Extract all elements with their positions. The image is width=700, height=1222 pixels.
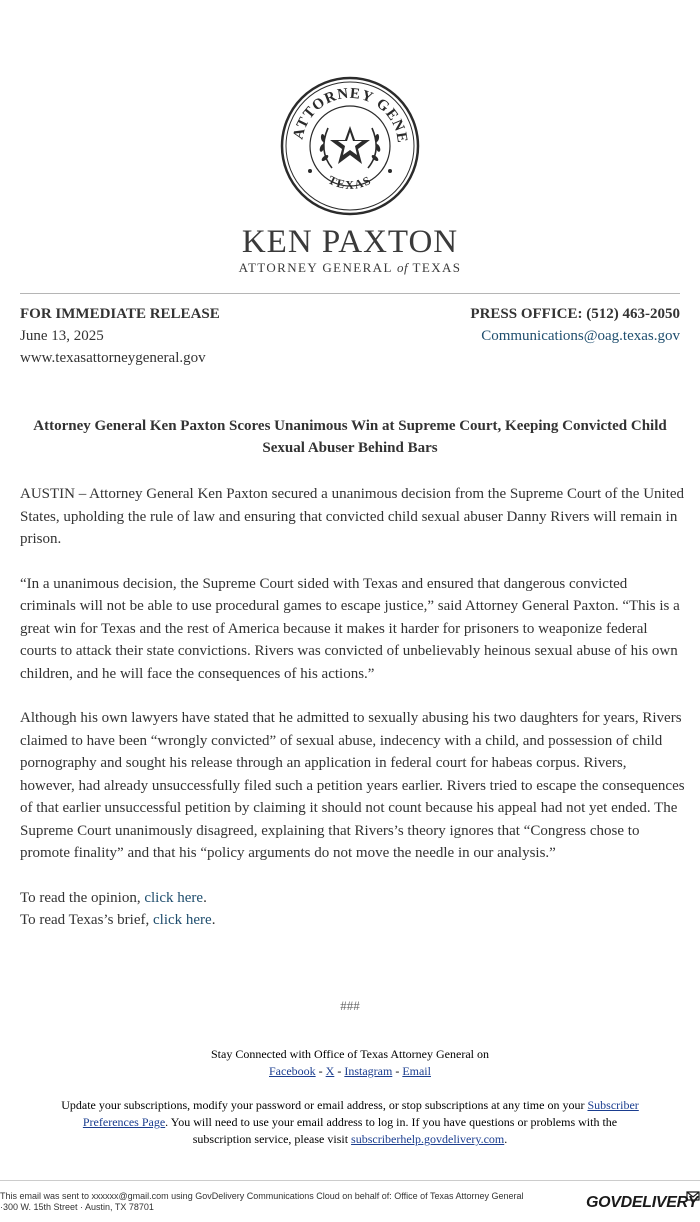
opinion-line: To read the opinion, click here.	[20, 889, 207, 906]
instagram-link[interactable]: Instagram	[344, 1064, 393, 1078]
envelope-icon	[686, 1191, 700, 1201]
press-release-body	[20, 483, 685, 932]
star-icon	[330, 126, 370, 164]
press-office-phone: PRESS OFFICE: (512) 463-2050	[470, 306, 680, 322]
opinion-link[interactable]: click here	[144, 889, 204, 906]
svg-text:THE ATTORNEY GENERAL: ATTORNEY GENE	[290, 85, 411, 145]
release-date: June 13, 2025	[20, 328, 104, 344]
brief-line: To read Texas’s brief, click here.	[20, 912, 216, 928]
header-divider	[20, 293, 680, 294]
release-info	[20, 303, 220, 369]
brand-name: KEN PAXTON	[241, 224, 459, 260]
end-mark: ###	[340, 998, 360, 1013]
paragraph-intro: AUSTIN – Attorney General Ken Paxton secured a unanimous decision from the Supreme Court of the United States, upholding the rule of law and ensuring that convicted child sexual abuser Danny Rivers will remain in prison.	[20, 486, 685, 547]
brief-link[interactable]: click here	[153, 912, 212, 928]
footer-divider	[0, 1180, 700, 1181]
subscriber-preferences-link[interactable]: Subscriber Preferences Page	[82, 1098, 639, 1129]
paragraph-quote: “In a unanimous decision, the Supreme Court sided with Texas and ensured that dangerous convicted criminals will not be able to use procedural games to escape justice,” said Attorney General Paxton. “This is a great win for Texas and the rest of America because it makes it harder for prisoners to weaponize federal courts to attack their state convictions. Rivers was convicted of unbelievably heinous sexual abuse of his own children, and he will face the consequences of his actions.”	[20, 575, 680, 682]
facebook-link[interactable]: Facebook	[269, 1064, 316, 1078]
subscription-notice: Update your subscriptions, modify your password or email address, or stop subscriptions at any time on your Subscriber Preferences Page. You will need to use your email address to log in. If you have questions or problems with the subscription service, please visit subscriberhelp.govdelivery.com.	[61, 1098, 639, 1146]
x-link[interactable]: X	[325, 1064, 335, 1078]
brand-subtitle: ATTORNEY GENERAL of TEXAS	[238, 260, 462, 275]
press-release-headline: Attorney General Ken Paxton Scores Unanimous Win at Supreme Court, Keeping Convicted Child Sexual Abuser Behind Bars	[33, 418, 667, 456]
paragraph-details: Although his own lawyers have stated that he admitted to sexually abusing his two daughters for years, Rivers claimed to have been “wrongly convicted” of sexual abuse, indecency with a child, and possession of child pornography and sought his release through an application in federal court for habeas corpus. Rivers, however, had already unsuccessfully filed such a petition years earlier. Rivers tried to escape the consequences of that earlier unsuccessful petition by claiming it should not count because his appeal had not yet ended. The Supreme Court unanimously disagreed, explaining that Rivers’s theory ignores that “Congress chose to promote finality” and that his “policy arguments do not move the needle in our analysis.”	[20, 710, 685, 861]
subscriber-help-link[interactable]: subscriberhelp.govdelivery.com	[351, 1132, 505, 1146]
email-link[interactable]: Email	[402, 1064, 431, 1078]
attorney-general-seal	[280, 76, 420, 216]
social-links: Facebook - X - Instagram - Email	[269, 1064, 431, 1078]
stay-connected: Stay Connected with Office of Texas Attorney General on Facebook - X - Instagram - Email	[0, 1046, 700, 1080]
delivery-notice: This email was sent to xxxxxx@gmail.com using GovDelivery Communications Cloud on behalf of: Office of Texas Attorney General ·300 W. 15th Street · Austin, TX 78701	[0, 1191, 524, 1212]
press-email-link[interactable]: Communications@oag.texas.gov	[481, 328, 680, 344]
svg-text:TEXAS: TEXAS	[325, 172, 375, 192]
govdelivery-logo[interactable]: GOVDELIVERY	[586, 1194, 698, 1212]
press-office-info	[470, 303, 680, 347]
website-text: www.texasattorneygeneral.gov	[20, 350, 206, 366]
release-label: FOR IMMEDIATE RELEASE	[20, 306, 220, 322]
